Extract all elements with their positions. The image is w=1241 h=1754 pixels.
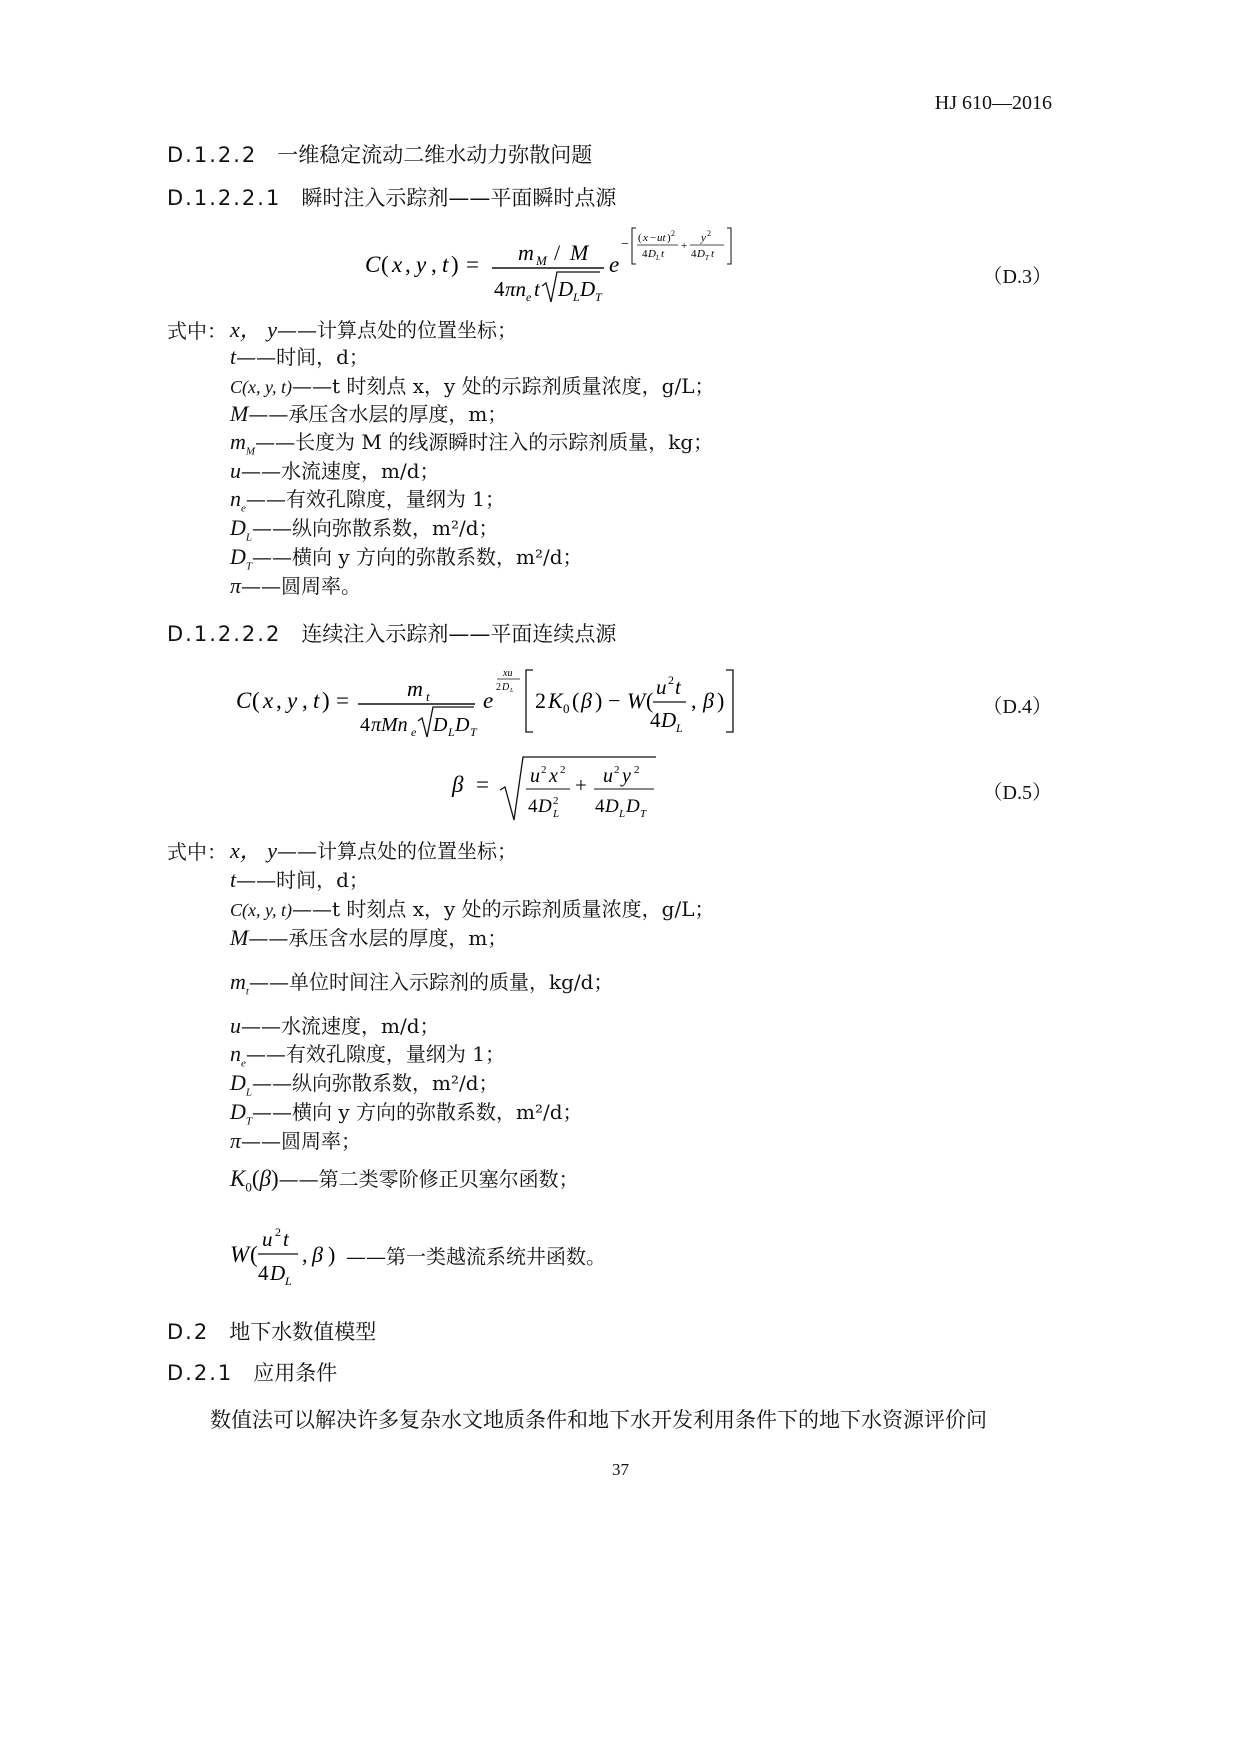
definition-text: ——圆周率； <box>241 1129 362 1153</box>
svg-text:,: , <box>302 688 308 713</box>
definition-item <box>230 398 507 427</box>
svg-text:4: 4 <box>595 796 605 817</box>
definition-text: ——纵向弥散系数，m²/d； <box>252 1071 499 1095</box>
svg-text:D: D <box>626 796 640 817</box>
symbol: $K_0(\beta)$ <box>230 1166 279 1195</box>
definition-item <box>230 834 517 865</box>
section-heading-d2 <box>167 1316 376 1346</box>
definition-item <box>230 1222 606 1288</box>
definition-item <box>230 570 361 599</box>
definition-text: ——有效孔隙度，量纲为 1； <box>245 1042 505 1066</box>
svg-text:4: 4 <box>650 708 661 732</box>
equation-d4 <box>230 660 750 742</box>
svg-text:K: K <box>548 688 563 713</box>
svg-text:4: 4 <box>528 796 538 817</box>
svg-text:2: 2 <box>541 764 547 776</box>
section-number: D.2 <box>167 1320 210 1344</box>
definition-text: ——第一类越流系统井函数。 <box>346 1244 606 1269</box>
svg-text:4: 4 <box>360 714 370 736</box>
svg-text:2: 2 <box>707 229 711 238</box>
svg-text:u: u <box>262 1227 273 1251</box>
definition-text: ——第二类零阶修正贝塞尔函数； <box>278 1167 579 1191</box>
definition-text: ——单位时间注入示踪剂的质量，kg/d； <box>248 970 614 994</box>
svg-text:4: 4 <box>642 248 648 260</box>
svg-text:2: 2 <box>634 764 640 776</box>
svg-text:L: L <box>656 254 660 262</box>
symbol <box>230 1222 346 1288</box>
svg-text:C: C <box>365 252 381 277</box>
definition-text: ——水流速度，m/d； <box>241 459 440 483</box>
svg-text:t: t <box>442 252 449 277</box>
svg-text:2: 2 <box>671 229 675 238</box>
svg-text:t: t <box>675 675 681 699</box>
svg-text:e: e <box>609 252 620 277</box>
svg-text:L: L <box>619 808 626 820</box>
section-title: 地下水数值模型 <box>229 1320 377 1344</box>
svg-text:x: x <box>549 765 558 787</box>
svg-text:u: u <box>656 675 667 699</box>
svg-text:(: ( <box>381 252 389 277</box>
symbol: $n_e$ <box>230 1041 246 1070</box>
definition-text: ——水流速度，m/d； <box>241 1014 440 1038</box>
definition-item <box>230 893 715 922</box>
symbol: $D_T$ <box>230 544 253 573</box>
svg-text:y: y <box>287 688 298 713</box>
definition-item <box>230 426 713 457</box>
definition-item <box>230 1163 579 1196</box>
svg-text:L: L <box>448 725 455 739</box>
equation-number-d3: （D.3） <box>982 266 1052 288</box>
svg-text:L: L <box>285 1274 292 1288</box>
svg-text:D: D <box>502 682 510 693</box>
svg-text:−: − <box>621 237 629 252</box>
svg-text:+: + <box>681 240 688 252</box>
section-number: D.1.2.2.2 <box>167 622 282 646</box>
symbol: C(x, y, t) <box>230 377 292 397</box>
definition-text: ——长度为 M 的线源瞬时注入的示踪剂质量，kg； <box>255 430 714 454</box>
svg-text:2: 2 <box>614 764 620 776</box>
svg-text:): ) <box>667 232 671 244</box>
svg-text:=: = <box>466 252 479 277</box>
svg-text:β: β <box>581 688 592 713</box>
svg-text:4: 4 <box>691 248 697 260</box>
symbol: $m_t$ <box>230 969 249 998</box>
definition-item <box>230 370 715 399</box>
svg-text:,: , <box>302 1242 308 1267</box>
svg-text:t: t <box>534 277 540 301</box>
svg-text:): ) <box>328 1242 336 1267</box>
svg-text:D: D <box>433 714 448 736</box>
symbol: M <box>230 925 249 950</box>
svg-text:(: ( <box>638 232 642 244</box>
svg-text:,: , <box>276 688 282 713</box>
section-heading-d1-2-2-1 <box>167 182 616 212</box>
definition-item <box>230 922 507 951</box>
definition-item <box>230 483 505 514</box>
definition-text: ——圆周率。 <box>241 574 362 598</box>
svg-text:T: T <box>640 808 647 820</box>
svg-text:4: 4 <box>494 277 505 301</box>
definition-item <box>230 864 369 893</box>
svg-text:(: ( <box>250 1242 258 1267</box>
section-heading-d1-2-2-2 <box>167 618 616 648</box>
svg-text:2: 2 <box>535 688 546 713</box>
definition-item <box>230 1096 583 1127</box>
svg-text:m: m <box>407 676 423 701</box>
symbol: $D_L$ <box>230 1070 253 1099</box>
svg-text:D: D <box>605 796 619 817</box>
svg-text:): ) <box>451 252 459 277</box>
svg-text:t: t <box>426 689 430 704</box>
symbol: u <box>230 458 241 483</box>
svg-text:): ) <box>322 688 330 713</box>
equation-number-d4: （D.4） <box>982 696 1052 718</box>
svg-text:L: L <box>510 688 514 694</box>
svg-text:u: u <box>530 765 540 787</box>
svg-text:T: T <box>595 290 602 304</box>
svg-text:,: , <box>431 252 437 277</box>
symbol: π <box>230 573 242 598</box>
svg-text:W: W <box>230 1242 250 1267</box>
svg-text:0: 0 <box>563 701 570 716</box>
symbol: x， y <box>230 317 278 342</box>
svg-text:M: M <box>570 240 589 265</box>
svg-text:e: e <box>411 725 417 739</box>
symbol: $D_T$ <box>230 1099 253 1128</box>
svg-text:β: β <box>312 1242 323 1267</box>
symbol: $n_e$ <box>230 486 246 515</box>
section-number: D.1.2.2 <box>167 143 258 167</box>
definition-text: ——承压含水层的厚度，m； <box>248 402 508 426</box>
section-number: D.2.1 <box>167 1361 234 1385</box>
symbol: u <box>230 1013 241 1038</box>
definition-text: ——有效孔隙度，量纲为 1； <box>245 487 505 511</box>
svg-text:ut: ut <box>657 232 666 244</box>
definition-item <box>230 341 369 370</box>
symbol: t <box>230 344 237 369</box>
svg-text:=: = <box>476 772 489 797</box>
page-number: 37 <box>612 1460 629 1479</box>
svg-text:D: D <box>648 248 656 260</box>
definition-text: ——计算点处的位置坐标； <box>277 839 518 863</box>
definition-item <box>230 1038 505 1069</box>
svg-text:β: β <box>452 772 464 797</box>
svg-text:2: 2 <box>275 1225 281 1239</box>
svg-text:u: u <box>603 765 613 787</box>
svg-text:−: − <box>650 232 657 244</box>
equation-number-d5: （D.5） <box>982 782 1052 804</box>
definition-text: ——横向 y 方向的弥散系数，m²/d； <box>252 1100 583 1124</box>
svg-text:/: / <box>554 240 561 265</box>
svg-text:t: t <box>661 248 665 260</box>
where-label: 式中： <box>167 319 227 343</box>
svg-text:M: M <box>536 253 547 268</box>
svg-text:): ) <box>717 688 725 713</box>
svg-text:D: D <box>538 796 552 817</box>
svg-text:D: D <box>270 1261 286 1285</box>
svg-text:4: 4 <box>258 1261 269 1285</box>
svg-text:): ) <box>595 688 603 713</box>
svg-text:C: C <box>236 688 252 713</box>
symbol: $m_M$ <box>230 429 256 458</box>
section-heading-d2-1 <box>167 1357 337 1387</box>
symbol: C(x, y, t) <box>230 900 292 920</box>
svg-text:+: + <box>575 773 587 797</box>
definition-text: ——纵向弥散系数，m²/d； <box>252 516 499 540</box>
definition-item <box>230 541 583 572</box>
svg-text:(: ( <box>252 688 260 713</box>
svg-text:y: y <box>416 252 427 277</box>
svg-text:D: D <box>558 277 574 301</box>
svg-text:πMn: πMn <box>371 714 408 736</box>
symbol: $D_L$ <box>230 515 253 544</box>
svg-text:,: , <box>405 252 411 277</box>
svg-text:2: 2 <box>496 682 501 693</box>
document-code-header: HJ 610—2016 <box>934 92 1052 114</box>
svg-text:t: t <box>313 688 320 713</box>
definition-text: ——计算点处的位置坐标； <box>277 318 518 342</box>
symbol: x， y <box>230 838 278 863</box>
definition-item <box>230 1125 361 1154</box>
symbol: M <box>230 401 249 426</box>
svg-text:D: D <box>455 714 470 736</box>
svg-text:m: m <box>518 240 534 265</box>
definition-item <box>230 455 440 484</box>
svg-text:(: ( <box>646 688 654 713</box>
definition-text: ——t 时刻点 x，y 处的示踪剂质量浓度，g/L； <box>291 897 715 921</box>
body-paragraph: 数值法可以解决许多复杂水文地质条件和地下水开发利用条件下的地下水资源评价问 <box>210 1408 987 1432</box>
definition-item <box>230 1067 499 1098</box>
definition-item <box>230 1010 440 1039</box>
definition-text: ——横向 y 方向的弥散系数，m²/d； <box>252 545 583 569</box>
symbol: π <box>230 1128 242 1153</box>
definition-item <box>230 966 613 997</box>
svg-text:=: = <box>336 688 349 713</box>
section-title: 应用条件 <box>253 1361 338 1385</box>
definition-item <box>230 313 517 344</box>
svg-text:D: D <box>697 248 705 260</box>
definition-text: ——承压含水层的厚度，m； <box>248 926 508 950</box>
definition-text: ——时间，d； <box>236 345 369 369</box>
svg-text:D: D <box>661 708 677 732</box>
svg-text:L: L <box>553 808 560 820</box>
svg-text:2: 2 <box>560 764 566 776</box>
symbol: t <box>230 867 237 892</box>
definition-text: ——t 时刻点 x，y 处的示踪剂质量浓度，g/L； <box>291 374 715 398</box>
svg-text:2: 2 <box>668 673 674 687</box>
svg-text:L: L <box>676 721 683 735</box>
svg-text:y: y <box>701 232 706 244</box>
svg-text:xu: xu <box>503 668 513 679</box>
svg-text:t: t <box>711 248 715 260</box>
svg-text:T: T <box>705 254 709 262</box>
section-title: 连续注入示踪剂——平面连续点源 <box>301 622 617 646</box>
svg-text:(: ( <box>572 688 580 713</box>
svg-text:β: β <box>703 688 714 713</box>
svg-text:x: x <box>263 688 274 713</box>
svg-text:x: x <box>392 252 403 277</box>
section-title: 瞬时注入示踪剂——平面瞬时点源 <box>301 186 617 210</box>
svg-text:2: 2 <box>553 795 559 807</box>
section-heading-d1-2-2 <box>167 139 592 169</box>
svg-text:−: − <box>608 688 621 713</box>
svg-text:t: t <box>283 1227 289 1251</box>
svg-text:T: T <box>470 725 477 739</box>
svg-text:x: x <box>643 232 648 244</box>
definition-item <box>230 512 499 543</box>
svg-text:πn: πn <box>505 277 527 301</box>
svg-text:y: y <box>622 765 631 787</box>
definition-text: ——时间，d； <box>236 868 369 892</box>
svg-text:L: L <box>573 290 580 304</box>
svg-text:e: e <box>526 290 532 304</box>
svg-text:W: W <box>627 688 646 713</box>
equation-d3 <box>360 222 760 308</box>
section-title: 一维稳定流动二维水动力弥散问题 <box>277 143 593 167</box>
equation-d5 <box>448 752 668 824</box>
section-number: D.1.2.2.1 <box>167 186 282 210</box>
where-label: 式中： <box>167 840 227 864</box>
svg-text:D: D <box>580 277 596 301</box>
svg-text:e: e <box>483 688 494 713</box>
svg-text:,: , <box>691 688 697 713</box>
